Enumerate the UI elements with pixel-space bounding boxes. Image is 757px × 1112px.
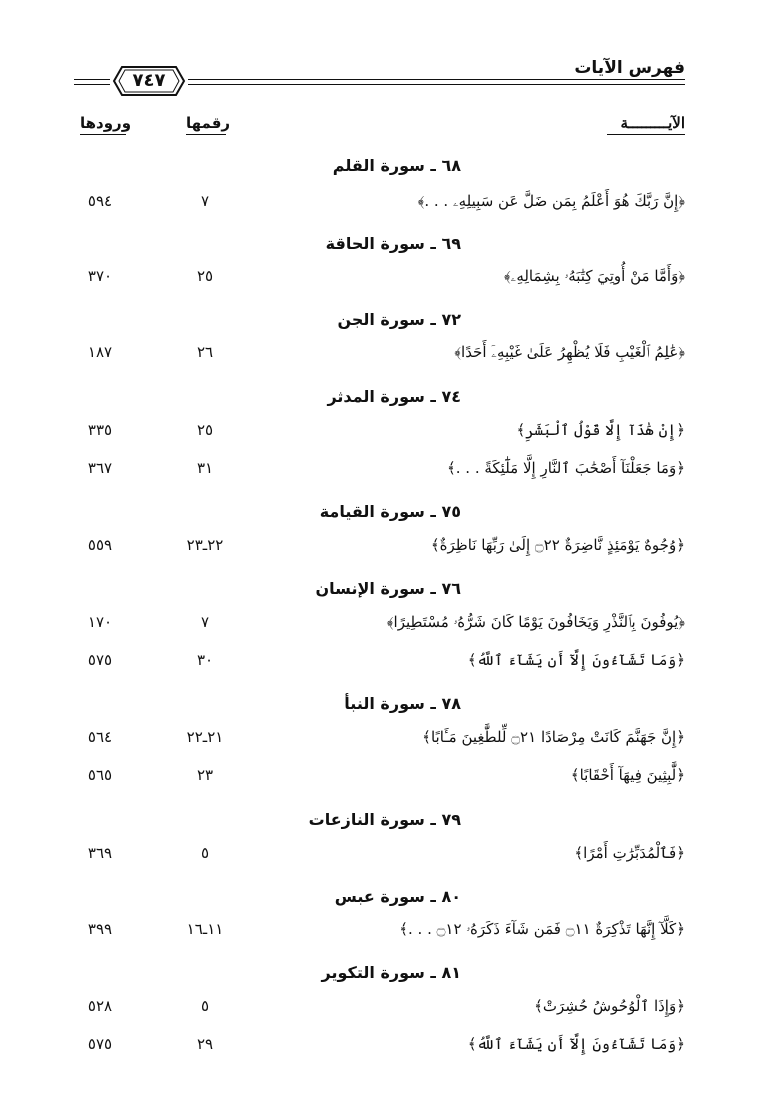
ayah-number: ٥	[200, 997, 210, 1015]
ayah-occurrence: ١٨٧	[87, 343, 113, 361]
running-header-title: فهرس الآيات	[574, 58, 685, 78]
ayah-occurrence: ١٧٠	[87, 613, 113, 631]
column-rule-number	[186, 134, 226, 135]
header-rule-left	[74, 79, 110, 85]
ayah-occurrence: ٣٦٧	[87, 459, 113, 477]
ayah-occurrence: ٥٥٩	[87, 536, 113, 554]
surah-heading: ٦٩ ـ سورة الحاقة	[325, 234, 461, 253]
ayah-text: ﴿لَّٰبِثِينَ فِيهَآ أَحْقَابًا﴾	[570, 766, 685, 784]
page-number: ٧٤٧	[132, 70, 166, 91]
ayah-number: ٣١	[196, 459, 214, 477]
surah-heading: ٧٨ ـ سورة النبأ	[344, 694, 461, 713]
ayah-text: ﴿وَإِذَا ٱلْوُحُوشُ حُشِرَتْ﴾	[534, 997, 685, 1015]
ayah-text: ﴿كَلَّآ إِنَّهَا تَذْكِرَةٌ ۝١١ فَمَن شَآءَ ذَكَرَهُۥ ۝١٢ . . .﴾	[399, 920, 685, 938]
ayah-text: ﴿وَمَا تَشَآءُونَ إِلَّآ أَن يَشَآءَ ٱللَّهُ﴾	[467, 651, 685, 669]
ayah-text: ﴿وَمَا جَعَلْنَآ أَصْحَٰبَ ٱلنَّارِ إِلَّا مَلَٰٓئِكَةً . . .﴾	[446, 459, 685, 477]
column-header-number: رقمها	[186, 114, 231, 132]
column-rule-ayah	[607, 134, 685, 135]
surah-heading: ٦٨ ـ سورة القلم	[332, 156, 461, 175]
ayah-number: ٢٦	[196, 343, 214, 361]
ayah-number: ١١ـ١٦	[186, 920, 224, 938]
column-header-occurrence: ورودها	[80, 114, 132, 132]
ayah-occurrence: ٥٩٤	[87, 192, 113, 210]
ayah-text: ﴿إِنَّ رَبَّكَ هُوَ أَعْلَمُ بِمَن ضَلَّ عَن سَبِيلِهِۦ . . .﴾	[417, 192, 685, 210]
ayah-occurrence: ٣٣٥	[87, 421, 113, 439]
ayah-occurrence: ٥٧٥	[87, 1035, 113, 1053]
ayah-text: ﴿وَمَا تَشَآءُونَ إِلَّآ أَن يَشَآءَ ٱللَّهُ﴾	[467, 1035, 685, 1053]
ayah-number: ٣٠	[196, 651, 214, 669]
ayah-occurrence: ٣٧٠	[87, 267, 113, 285]
ayah-occurrence: ٥٦٥	[87, 766, 113, 784]
ayah-number: ٢١ـ٢٢	[186, 728, 224, 746]
surah-heading: ٧٤ ـ سورة المدثر	[327, 387, 461, 406]
ayah-text: ﴿إِنْ هَٰذَآ إِلَّا قَوْلُ ٱلْبَشَرِ﴾	[516, 421, 685, 439]
ayah-occurrence: ٥٧٥	[87, 651, 113, 669]
ayah-occurrence: ٥٢٨	[87, 997, 113, 1015]
page-number-frame	[112, 64, 186, 98]
ayah-text: ﴿إِنَّ جَهَنَّمَ كَانَتْ مِرْصَادًا ۝٢١ لِّلطَّٰغِينَ مَـَٔابًا﴾	[422, 728, 685, 746]
ayah-text: ﴿وَأَمَّا مَنْ أُوتِيَ كِتَٰبَهُۥ بِشِمَالِهِۦ﴾	[503, 267, 685, 285]
ayah-text: ﴿وُجُوهٌ يَوْمَئِذٍ نَّاضِرَةٌ ۝٢٢ إِلَىٰ رَبِّهَا نَاظِرَةٌ﴾	[430, 536, 685, 554]
header-rule-right	[188, 79, 685, 85]
column-rule-occurrence	[80, 134, 126, 135]
ayah-number: ٢٢ـ٢٣	[186, 536, 224, 554]
ayah-text: ﴿عَٰلِمُ ٱلْغَيْبِ فَلَا يُظْهِرُ عَلَىٰ غَيْبِهِۦٓ أَحَدًا﴾	[454, 343, 685, 361]
ayah-text: ﴿يُوفُونَ بِٱلنَّذْرِ وَيَخَافُونَ يَوْمًا كَانَ شَرُّهُۥ مُسْتَطِيرًا﴾	[386, 613, 685, 631]
ayah-number: ٧	[200, 613, 210, 631]
surah-heading: ٨١ ـ سورة التكوير	[321, 963, 461, 982]
ayah-number: ٢٩	[196, 1035, 214, 1053]
ayah-number: ٢٣	[196, 766, 214, 784]
ayah-text: ﴿فَٱلْمُدَبِّرَٰتِ أَمْرًا﴾	[574, 844, 685, 862]
ayah-number: ٧	[200, 192, 210, 210]
surah-heading: ٧٩ ـ سورة النازعات	[308, 810, 461, 829]
surah-heading: ٧٢ ـ سورة الجن	[337, 310, 461, 329]
ayah-occurrence: ٥٦٤	[87, 728, 113, 746]
ayah-number: ٢٥	[196, 267, 214, 285]
ayah-number: ٥	[200, 844, 210, 862]
ayah-occurrence: ٣٩٩	[87, 920, 113, 938]
surah-heading: ٨٠ ـ سورة عبس	[334, 887, 461, 906]
ayah-number: ٢٥	[196, 421, 214, 439]
ayah-occurrence: ٣٦٩	[87, 844, 113, 862]
column-header-ayah: الآيـــــــــة	[620, 114, 685, 132]
surah-heading: ٧٥ ـ سورة القيامة	[319, 502, 461, 521]
surah-heading: ٧٦ ـ سورة الإنسان	[315, 579, 461, 598]
